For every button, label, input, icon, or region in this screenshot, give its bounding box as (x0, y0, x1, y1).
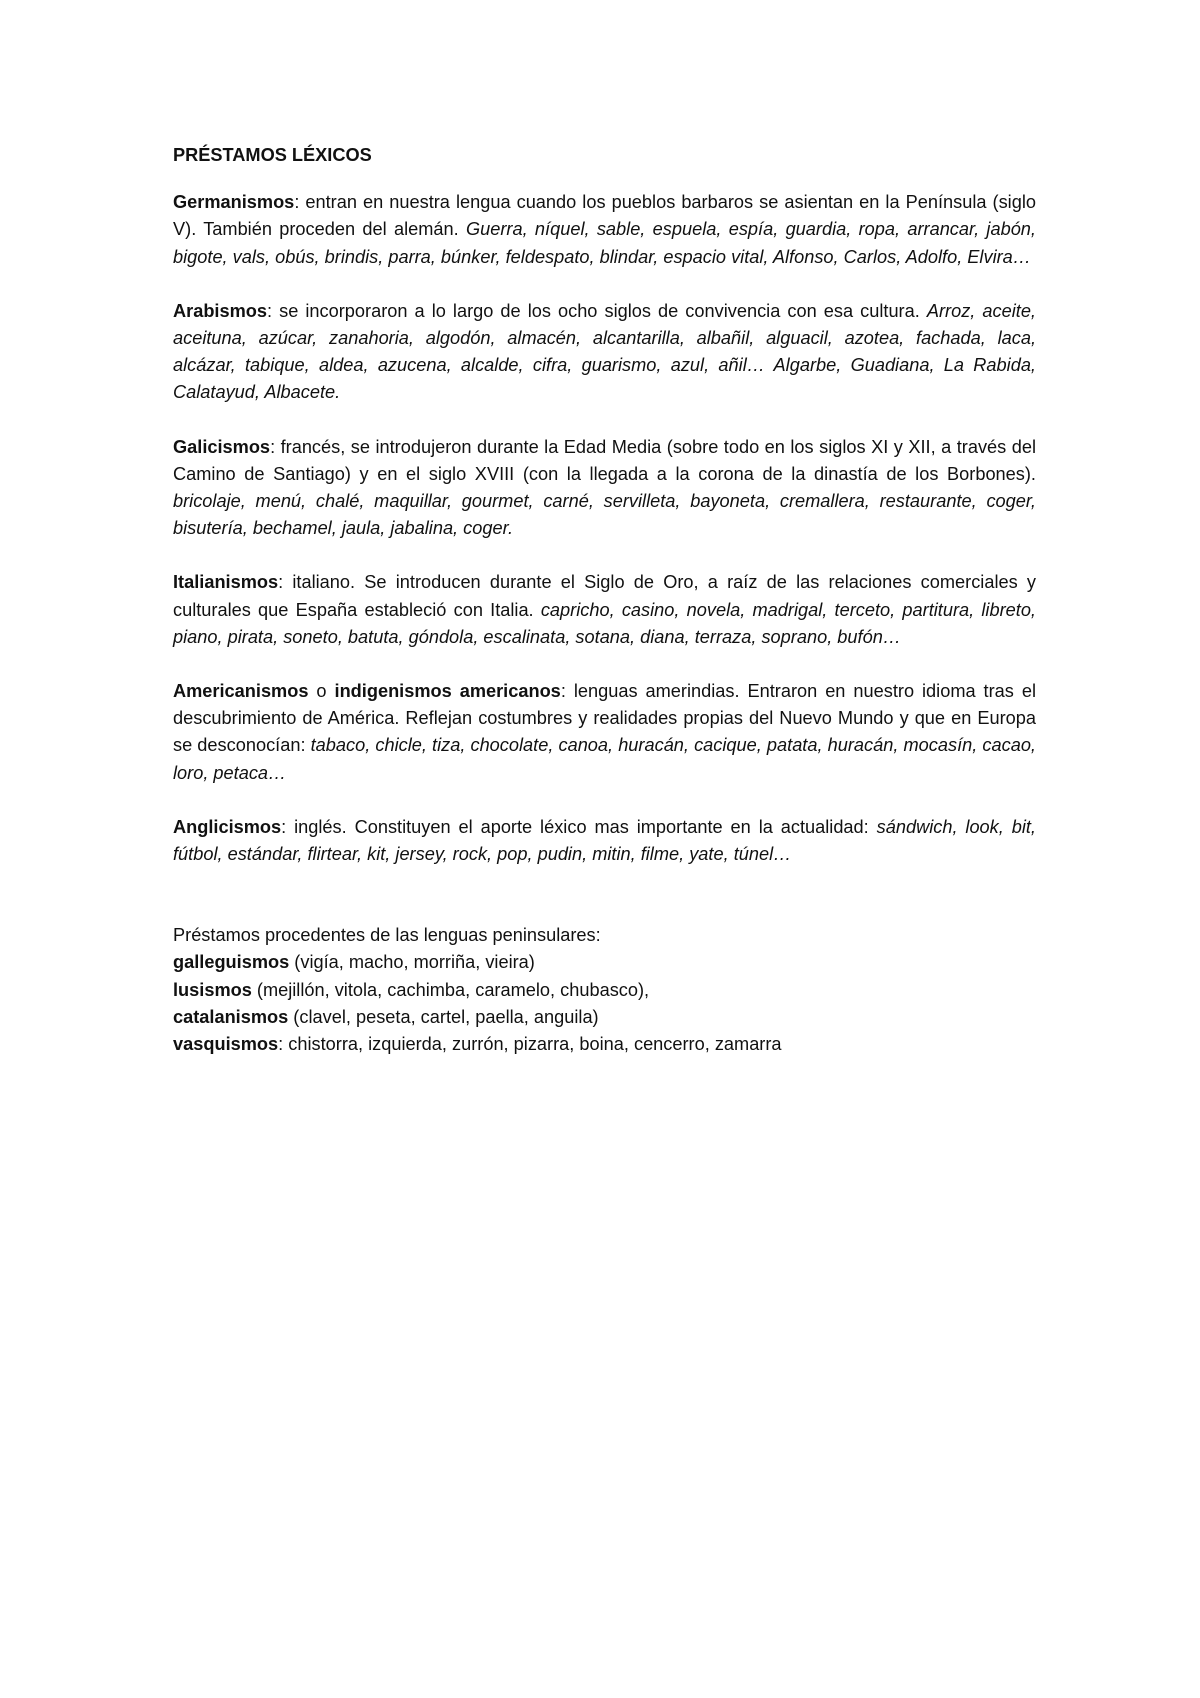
section-galicismos (173, 434, 1036, 543)
peninsular-text: (vigía, macho, morriña, vieira) (289, 952, 535, 973)
section-anglicismos (173, 814, 1036, 868)
section-examples: tabaco, chicle, tiza, chocolate, canoa, huracán, cacique, patata, huracán, mocasín, cacao, loro, petaca… (173, 735, 1036, 783)
peninsular-text: (mejillón, vitola, cachimba, caramelo, chubasco), (251, 979, 650, 1000)
peninsular-term: lusismos (173, 979, 252, 1000)
peninsular-item-vasquismos (173, 1031, 1036, 1058)
peninsular-term: catalanismos (173, 1006, 289, 1027)
section-text: : francés, se introdujeron durante la Edad Media (sobre todo en los siglos XI y XII, a través del Camino de Santiago) y en el siglo XVIII (con la llegada a la corona de la dinastía de los Borbones). (173, 436, 1036, 484)
section-arabismos (173, 298, 1036, 407)
section-examples: Arroz, aceite, aceituna, azúcar, zanahoria, algodón, almacén, alcantarilla, albañil, alguacil, azotea, fachada, laca, alcázar, tabique, aldea, azucena, alcalde, cifra, guarismo, azul, añil… Algarbe, Guadiana, La Rabida, Calatayud, Albacete. (173, 300, 1036, 403)
section-americanismos (173, 678, 1036, 787)
section-examples: capricho, casino, novela, madrigal, terceto, partitura, libreto, piano, pirata, soneto, batuta, góndola, escalinata, sotana, diana, terraza, soprano, bufón… (173, 599, 1036, 647)
peninsular-loans-block (173, 922, 1036, 1058)
section-examples: Guerra, níquel, sable, espuela, espía, guardia, ropa, arrancar, jabón, bigote, vals, obús, brindis, parra, búnker, feldespato, blindar, espacio vital, Alfonso, Carlos, Adolfo, Elvira… (173, 219, 1036, 267)
section-italianismos (173, 569, 1036, 651)
section-text: : se incorporaron a lo largo de los ocho siglos de convivencia con esa cultura. (267, 300, 927, 321)
section-text: : lenguas amerindias. Entraron en nuestro idioma tras el descubrimiento de América. Reflejan costumbres y realidades propias del Nuevo Mundo y que en Europa se desconocían: (173, 681, 1036, 756)
section-text: : entran en nuestra lengua cuando los pueblos barbaros se asientan en la Península (siglo V). También proceden del alemán. (173, 192, 1036, 240)
section-text: : inglés. Constituyen el aporte léxico mas importante en la actualidad: (281, 816, 877, 837)
peninsular-item-lusismos (173, 977, 1036, 1004)
section-term: Arabismos (173, 300, 268, 321)
peninsular-term: vasquismos (173, 1034, 279, 1055)
peninsular-text: (clavel, peseta, cartel, paella, anguila) (288, 1006, 599, 1027)
section-term: Germanismos (173, 192, 295, 213)
section-connector: o (308, 681, 335, 702)
peninsular-item-galleguismos (173, 949, 1036, 976)
peninsular-text: : chistorra, izquierda, zurrón, pizarra, boina, cencerro, zamarra (278, 1034, 782, 1055)
peninsular-item-catalanismos (173, 1004, 1036, 1031)
section-text: : italiano. Se introducen durante el Siglo de Oro, a raíz de las relaciones comerciales y culturales que España estableció con Italia. (173, 572, 1036, 620)
section-term-secondary: indigenismos americanos (334, 681, 561, 702)
section-germanismos (173, 189, 1036, 271)
peninsular-term: galleguismos (173, 952, 290, 973)
document-page (173, 142, 1036, 1058)
section-term: Anglicismos (173, 816, 282, 837)
section-examples: sándwich, look, bit, fútbol, estándar, flirtear, kit, jersey, rock, pop, pudin, mitin, filme, yate, túnel… (173, 816, 1036, 865)
document-title: PRÉSTAMOS LÉXICOS (173, 145, 372, 165)
peninsular-heading: Préstamos procedentes de las lenguas peninsulares: (173, 925, 601, 946)
section-term: Americanismos (173, 681, 309, 702)
section-term: Italianismos (173, 572, 279, 593)
section-examples: bricolaje, menú, chalé, maquillar, gourmet, carné, servilleta, bayoneta, cremallera, restaurante, coger, bisutería, bechamel, jaula, jabalina, coger. (173, 491, 1036, 539)
section-term: Galicismos (173, 436, 271, 457)
